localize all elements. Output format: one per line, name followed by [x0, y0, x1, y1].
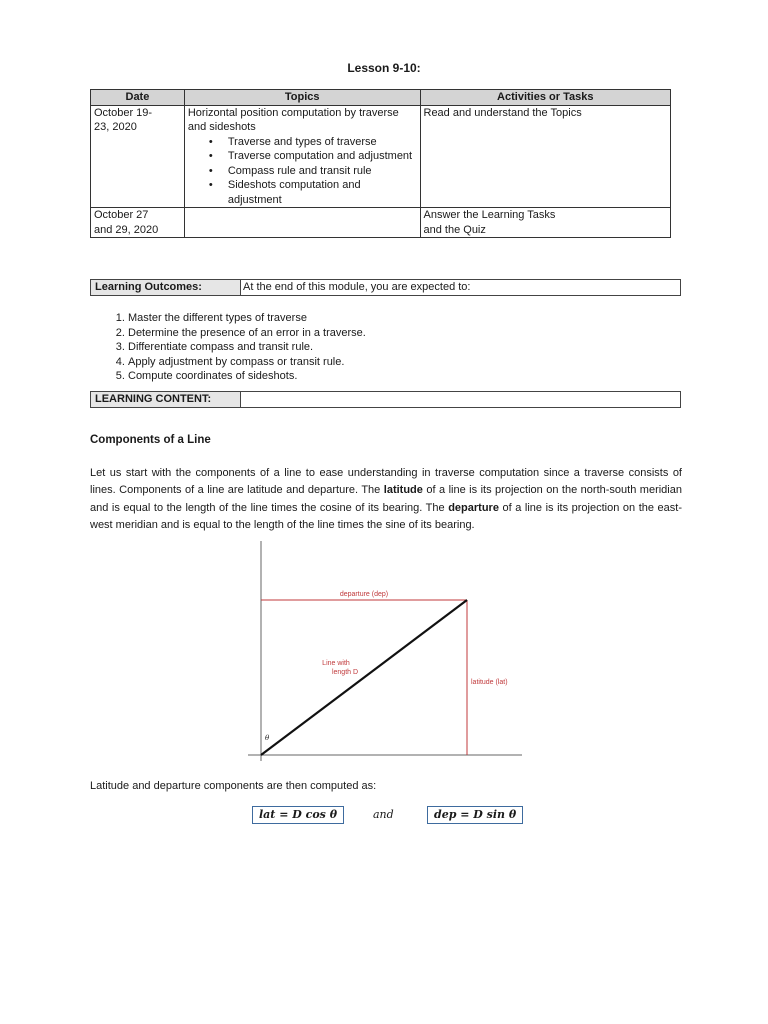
term-latitude: latitude	[383, 484, 423, 497]
learning-outcomes-label: Learning Outcomes:	[91, 280, 241, 295]
line-label-1: Line with	[322, 660, 350, 667]
row1-date: October 19- 23, 2020	[91, 105, 185, 208]
learning-outcomes-bar	[90, 279, 681, 296]
list-item: 5. Compute coordinates of sideshots.	[128, 369, 366, 384]
header-topics: Topics	[184, 90, 420, 106]
learning-outcomes-intro: At the end of this module, you are expected to:	[243, 281, 471, 293]
learning-content-label: LEARNING CONTENT:	[91, 392, 241, 407]
header-date: Date	[91, 90, 185, 106]
computed-text: Latitude and departure components are then computed as:	[90, 780, 377, 792]
row1-topics	[184, 105, 420, 208]
table-row	[91, 105, 671, 208]
topic-list	[188, 135, 417, 208]
list-item: 4. Apply adjustment by compass or transit rule.	[128, 355, 366, 370]
latitude-formula: lat = D cos θ	[252, 806, 344, 824]
theta-label: θ	[265, 734, 270, 742]
measured-line	[261, 600, 467, 755]
list-item: 1. Master the different types of traverse	[128, 311, 366, 326]
outcomes-list	[90, 311, 366, 384]
row1-activity: Read and understand the Topics	[420, 105, 671, 208]
departure-label: departure (dep)	[339, 591, 389, 598]
topic-intro: Horizontal position computation by traverse and sideshots	[187, 106, 399, 133]
and-word: and	[373, 808, 394, 821]
topic-item: • Sideshots computation and adjustment	[228, 178, 417, 207]
line-label-2: length D	[331, 669, 359, 676]
section-title: Components of a Line	[90, 434, 211, 446]
latitude-label: latitude (lat)	[471, 679, 508, 686]
para-text: of a line is its projection on the east-west meridian and is equal to the length of the line times the sine of its bearing.	[90, 501, 682, 531]
para-text: Let us start with the components of a line to ease understanding in traverse computation since a traverse consists of lines. Components of a line are latitude and departure. The	[90, 467, 682, 497]
para-text: of a line is its projection on the north-south meridian and is equal to the length of the line times the cosine of its bearing. The	[90, 484, 682, 514]
departure-formula: dep = D sin θ	[427, 806, 523, 824]
learning-content-bar	[90, 391, 681, 408]
list-item: 3. Differentiate compass and transit rule.	[128, 340, 366, 355]
topic-item: • Compass rule and transit rule	[228, 164, 417, 179]
schedule-header-row	[91, 90, 671, 106]
topic-item: • Traverse and types of traverse	[228, 135, 417, 150]
row2-date: October 27 and 29, 2020	[91, 208, 185, 238]
row2-activity: Answer the Learning Tasks and the Quiz	[420, 208, 671, 238]
list-item: 2. Determine the presence of an error in a traverse.	[128, 326, 366, 341]
header-activities: Activities or Tasks	[420, 90, 671, 106]
topic-item: • Traverse computation and adjustment	[228, 149, 417, 164]
term-departure: departure	[448, 501, 499, 514]
line-components-diagram	[240, 538, 530, 763]
schedule-table	[90, 89, 671, 238]
table-row	[91, 208, 671, 238]
lesson-title: Lesson 9-10:	[347, 61, 421, 75]
intro-paragraph	[90, 465, 682, 534]
row2-topics	[184, 208, 420, 238]
